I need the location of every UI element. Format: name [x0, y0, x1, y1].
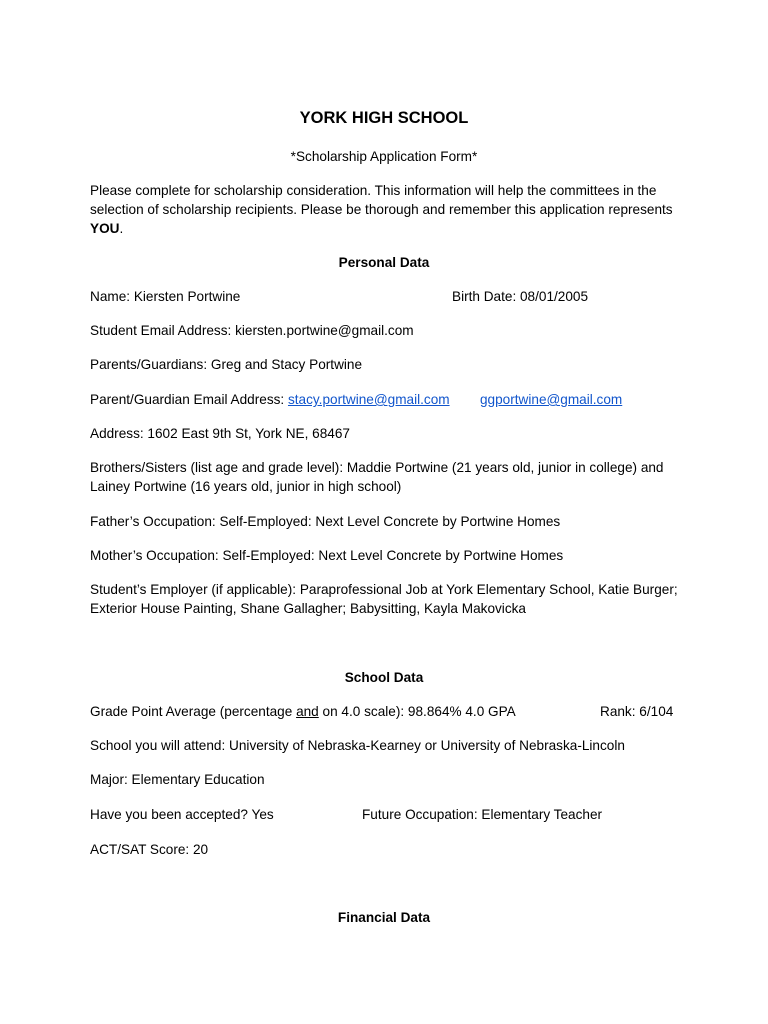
parents-value: Greg and Stacy Portwine	[210, 357, 363, 372]
major-value: Elementary Education	[131, 772, 265, 787]
form-title: *Scholarship Application Form*	[290, 149, 478, 164]
siblings-value: Maddie Portwine (21 years old, junior in college) and Lainey Portwine (16 years old, junior in high school)	[90, 460, 664, 494]
mother-occupation-row	[90, 546, 690, 565]
accepted-value: Yes	[251, 807, 274, 822]
birth-date-row	[452, 287, 692, 306]
mother-occupation-value: Self-Employed: Next Level Concrete by Portwine Homes	[222, 548, 564, 563]
act-sat-row	[90, 840, 690, 859]
student-email-row	[90, 321, 690, 340]
father-occupation-value: Self-Employed: Next Level Concrete by Portwine Homes	[219, 514, 561, 529]
address-row	[90, 424, 690, 443]
name-value: Kiersten Portwine	[133, 289, 241, 304]
mother-occupation-label: Mother’s Occupation:	[90, 548, 223, 563]
act-sat-value: 20	[193, 842, 209, 857]
gpa-value: 98.864% 4.0 GPA	[407, 704, 516, 719]
attend-label: School you will attend:	[90, 738, 230, 753]
parent-email-row-2	[480, 390, 700, 409]
parent-email-link-1[interactable]: stacy.portwine@gmail.com	[287, 392, 450, 407]
siblings-row	[90, 458, 680, 496]
parent-email-link-2[interactable]: ggportwine@gmail.com	[480, 392, 623, 407]
parents-label: Parents/Guardians:	[90, 357, 211, 372]
school-data-heading: School Data	[344, 670, 424, 685]
school-name: YORK HIGH SCHOOL	[299, 109, 469, 127]
personal-data-heading: Personal Data	[338, 255, 430, 270]
rank-row	[600, 702, 720, 721]
future-occupation-row	[362, 805, 662, 824]
name-label: Name:	[90, 289, 134, 304]
address-value: 1602 East 9th St, York NE, 68467	[147, 426, 350, 441]
financial-data-heading: Financial Data	[337, 910, 431, 925]
student-email-value: kiersten.portwine@gmail.com	[235, 323, 414, 338]
gpa-label-a: Grade Point Average (percentage	[90, 704, 297, 719]
intro-end: .	[119, 221, 124, 236]
intro-text: Please complete for scholarship consideration. This information will help the committees in the selection of scholarship recipients. Please be thorough and remember this application represents	[90, 183, 673, 217]
father-occupation-label: Father’s Occupation:	[90, 514, 220, 529]
birth-date-label: Birth Date:	[452, 289, 520, 304]
employer-label: Student’s Employer (if applicable):	[90, 582, 300, 597]
student-email-label: Student Email Address:	[90, 323, 236, 338]
siblings-label: Brothers/Sisters (list age and grade level):	[90, 460, 347, 475]
act-sat-label: ACT/SAT Score:	[90, 842, 193, 857]
future-occupation-value: Elementary Teacher	[481, 807, 603, 822]
future-occupation-label: Future Occupation:	[362, 807, 482, 822]
attend-row	[90, 736, 690, 755]
gpa-label-and: and	[296, 704, 319, 719]
gpa-label-b: on 4.0 scale):	[318, 704, 408, 719]
parent-email-label: Parent/Guardian Email Address:	[90, 392, 288, 407]
address-label: Address:	[90, 426, 148, 441]
parents-row	[90, 355, 690, 374]
accepted-label: Have you been accepted?	[90, 807, 252, 822]
father-occupation-row	[90, 512, 690, 531]
major-label: Major:	[90, 772, 132, 787]
rank-value: 6/104	[639, 704, 674, 719]
employer-value: Paraprofessional Job at York Elementary School, Katie Burger; Exterior House Painting, Shane Gallagher; Babysitting, Kayla Makovicka	[90, 582, 678, 616]
employer-row	[90, 580, 680, 618]
attend-value: University of Nebraska-Kearney or University of Nebraska-Lincoln	[229, 738, 625, 753]
rank-label: Rank:	[600, 704, 640, 719]
birth-date-value: 08/01/2005	[520, 289, 589, 304]
intro-paragraph	[90, 181, 680, 238]
intro-emphasis: YOU	[90, 221, 120, 236]
major-row	[90, 770, 690, 789]
